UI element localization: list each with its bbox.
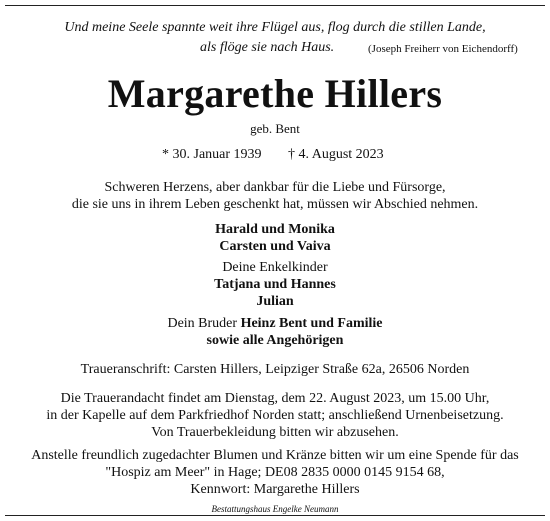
donation-line-1: Anstelle freundlich zugedachter Blumen und Kränze bitten wir um eine Spende für das [31,448,519,463]
brother-name: Heinz Bent und Familie [240,316,383,331]
farewell-line-2: die sie uns in ihrem Leben geschenkt hat, müssen wir Abschied nehmen. [71,197,479,212]
children-1: Harald und Monika [215,222,335,237]
grandchildren-label: Deine Enkelkinder [222,260,328,275]
funeral-home-credit: Bestattungshaus Engelke Neumann [211,504,339,514]
poem-author: (Joseph Freiherr von Eichendorff) [368,43,518,55]
ceremony-line-1: Die Trauerandacht findet am Dienstag, dem 22. August 2023, um 15.00 Uhr, [60,391,490,406]
donation-line-2: "Hospiz am Meer" in Hage; DE08 2835 0000 0145 9154 68, [105,465,445,480]
mourning-address: Traueranschrift: Carsten Hillers, Leipziger Straße 62a, 26506 Norden [80,362,470,377]
poem-line-1: Und meine Seele spannte weit ihre Flügel aus, flog durch die stillen Lande, [64,20,486,35]
grandchildren-2: Julian [256,294,294,309]
maiden-name: geb. Bent [250,121,300,136]
relatives: sowie alle Angehörigen [206,333,344,348]
birth-date: * 30. Januar 1939 [162,147,262,162]
brother-line [0,316,550,332]
ceremony-line-3: Von Trauerbekleidung bitten wir abzusehen. [151,425,399,440]
grandchildren-1: Tatjana und Hannes [214,277,336,292]
deceased-name: Margarethe Hillers [107,71,443,116]
donation-line-3: Kennwort: Margarethe Hillers [190,482,360,497]
death-date: † 4. August 2023 [288,147,384,162]
brother-prefix: Dein Bruder [167,316,238,331]
poem-line-2: als flöge sie nach Haus. [200,40,335,55]
farewell-line-1: Schweren Herzens, aber dankbar für die Liebe und Fürsorge, [104,180,446,195]
ceremony-line-2: in der Kapelle auf dem Parkfriedhof Norden statt; anschließend Urnenbeisetzung. [46,408,504,423]
children-2: Carsten und Vaiva [219,239,331,254]
